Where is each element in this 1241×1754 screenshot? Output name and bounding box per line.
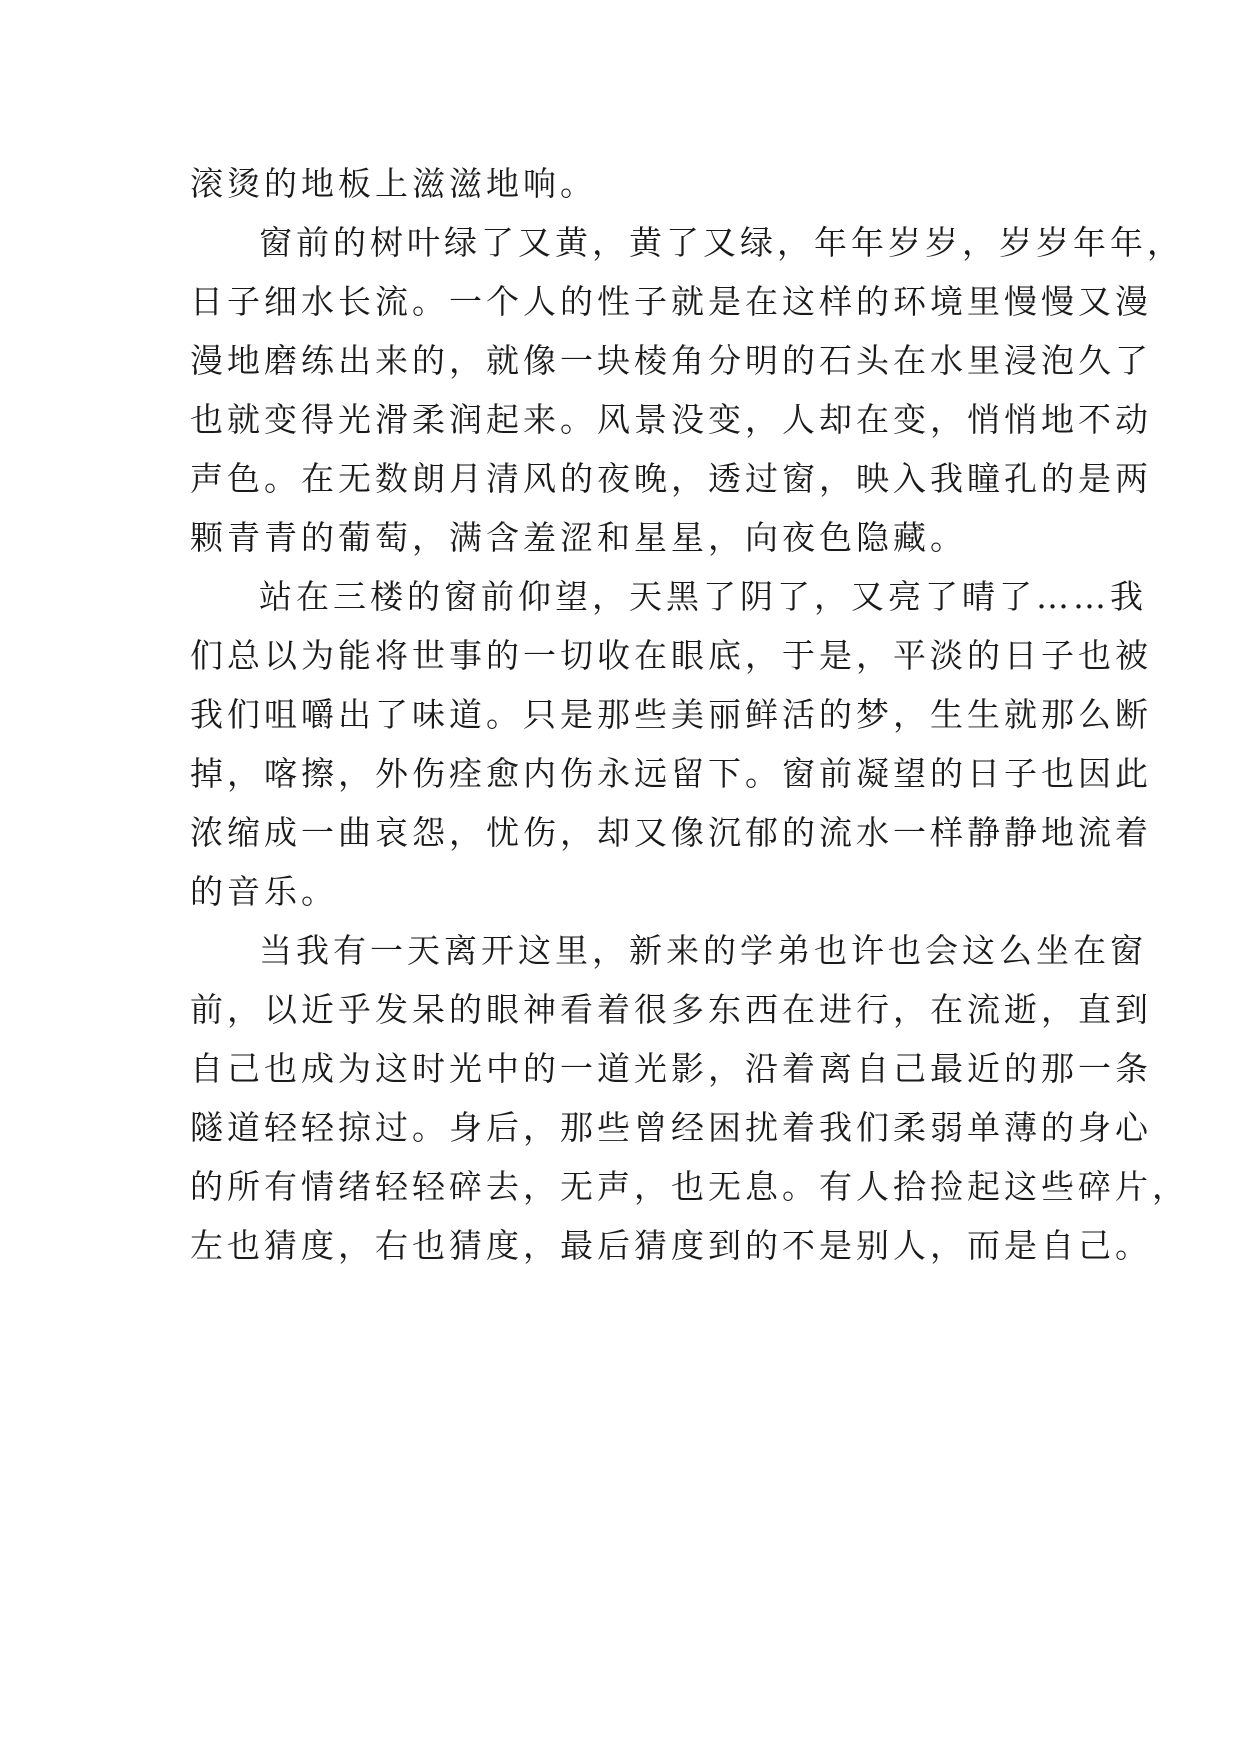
text-line: 的音乐。 <box>190 872 338 911</box>
text-line: 隧道轻轻掠过。身后，那些曾经困扰着我们柔弱单薄的身心 <box>190 1108 1152 1147</box>
text-line: 漫地磨练出来的，就像一块棱角分明的石头在水里浸泡久了 <box>190 341 1152 380</box>
text-line: 声色。在无数朗月清风的夜晚，透过窗，映入我瞳孔的是两 <box>190 459 1152 498</box>
text-line: 日子细水长流。一个人的性子就是在这样的环境里慢慢又漫 <box>190 282 1152 321</box>
text-line: 窗前的树叶绿了又黄，黄了又绿，年年岁岁，岁岁年年， <box>259 223 1184 262</box>
text-line: 掉，喀擦，外伤痊愈内伤永远留下。窗前凝望的日子也因此 <box>190 754 1152 793</box>
text-line: 浓缩成一曲哀怨，忧伤，却又像沉郁的流水一样静静地流着 <box>190 813 1152 852</box>
text-line: 自己也成为这时光中的一道光影，沿着离自己最近的那一条 <box>190 1049 1152 1088</box>
text-line: 们总以为能将世事的一切收在眼底，于是，平淡的日子也被 <box>190 636 1152 675</box>
text-line: 颗青青的葡萄，满含羞涩和星星，向夜色隐藏。 <box>190 518 967 557</box>
text-line: 我们咀嚼出了味道。只是那些美丽鲜活的梦，生生就那么断 <box>190 695 1152 734</box>
text-line: 当我有一天离开这里，新来的学弟也许也会这么坐在窗 <box>259 931 1147 970</box>
text-line: 前，以近乎发呆的眼神看着很多东西在进行，在流逝，直到 <box>190 990 1152 1029</box>
text-line: 站在三楼的窗前仰望，天黑了阴了，又亮了晴了……我 <box>259 577 1147 616</box>
text-line: 的所有情绪轻轻碎去，无声，也无息。有人拾捡起这些碎片， <box>190 1167 1189 1206</box>
text-line: 左也猜度，右也猜度，最后猜度到的不是别人，而是自己。 <box>190 1226 1152 1265</box>
text-line: 也就变得光滑柔润起来。风景没变，人却在变，悄悄地不动 <box>190 400 1152 439</box>
body-text <box>190 154 1189 1275</box>
text-line: 滚烫的地板上滋滋地响。 <box>190 164 597 203</box>
